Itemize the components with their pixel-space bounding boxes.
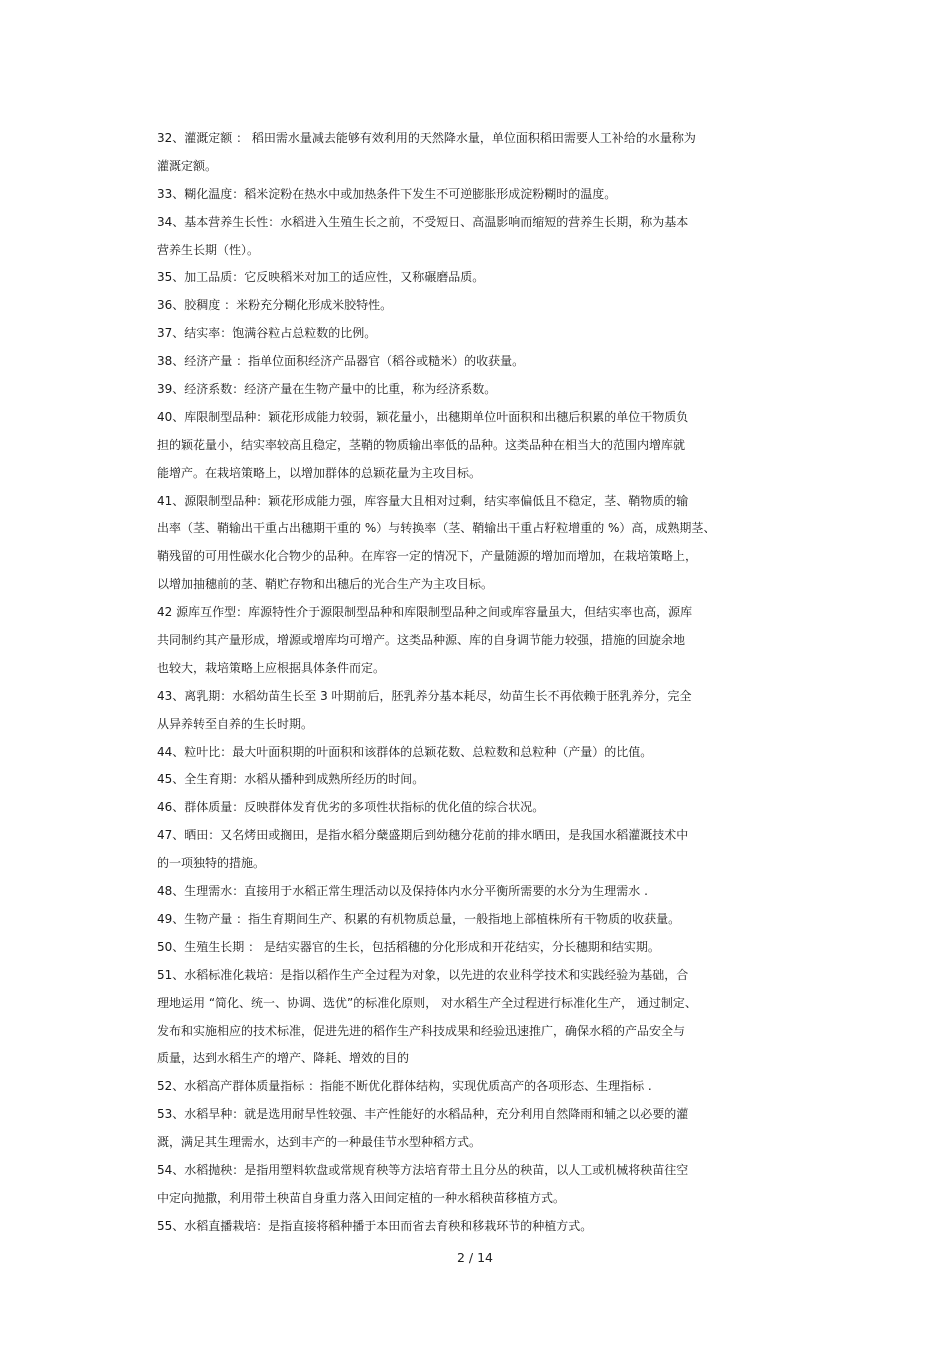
text-line: 发布和实施相应的技术标准，促进先进的稻作生产科技成果和经验迅速推广，确保水稻的产品安全与	[157, 1023, 686, 1038]
text-line: 43、离乳期：水稻幼苗生长至 3 叶期前后，胚乳养分基本耗尽，幼苗生长不再依赖于胚乳养分，完全	[157, 688, 692, 703]
text-line: 45、全生育期：水稻从播种到成熟所经历的时间。	[157, 772, 425, 787]
text-line: 46、群体质量：反映群体发育优劣的多项性状指标的优化值的综合状况。	[157, 800, 545, 815]
text-line: 50、生殖生长期 ： 是结实器官的生长，包括稻穗的分化形成和开花结实，分长穗期和结实期。	[157, 939, 660, 954]
text-line: 营养生长期（性）。	[157, 242, 260, 257]
text-line: 54、水稻抛秧：是指用塑料软盘或常规育秧等方法培育带土且分丛的秧苗，以人工或机械将秧苗往空	[157, 1162, 689, 1177]
text-line: 32、灌溉定额 ： 稻田需水量减去能够有效利用的天然降水量，单位面积稻田需要人工补给的水量称为	[157, 131, 696, 145]
text-line: 的一项独特的措施。	[157, 856, 266, 871]
text-line: 溉，满足其生理需水，达到丰产的一种最佳节水型种稻方式。	[157, 1135, 482, 1150]
text-line: 出率（茎、鞘输出干重占出穗期干重的 %）与转换率（茎、鞘输出干重占籽粒增重的 %）高，成熟期茎、	[157, 521, 716, 536]
text-line: 49、生物产量 ：指生育期间生产、积累的有机物质总量，一般指地上部植株所有干物质的收获量。	[157, 911, 681, 926]
text-line: 40、库限制型品种：颖花形成能力较弱，颖花量小，出穗期单位叶面积和出穗后积累的单位干物质负	[157, 409, 689, 424]
text-line: 53、水稻旱种：就是选用耐旱性较强、丰产性能好的水稻品种，充分利用自然降雨和辅之以必要的灌	[157, 1107, 689, 1122]
text-line: 55、水稻直播栽培：是指直接将稻种播于本田而省去育秧和移栽环节的种植方式。	[157, 1218, 593, 1233]
text-line: 共同制约其产量形成，增源或增库均可增产。这类品种源、库的自身调节能力较强，措施的回旋余地	[157, 633, 686, 648]
text-line: 灌溉定额。	[157, 158, 218, 173]
text-line: 能增产。在栽培策略上，以增加群体的总颖花量为主攻目标。	[157, 465, 482, 480]
text-line: 35、加工品质：它反映稻米对加工的适应性，又称碾磨品质。	[157, 270, 485, 285]
text-line: 33、糊化温度：稻米淀粉在热水中或加热条件下发生不可逆膨胀形成淀粉糊时的温度。	[157, 186, 617, 201]
text-line: 51、水稻标准化栽培：是指以稻作生产全过程为对象，以先进的农业科学技术和实践经验为基础，合	[157, 967, 689, 982]
text-line: 52、水稻高产群体质量指标 ：指能不断优化群体结构，实现优质高产的各项形态、生理指标 .	[157, 1079, 652, 1094]
text-line: 担的颖花量小，结实率较高且稳定，茎鞘的物质输出率低的品种。这类品种在相当大的范围内增库就	[157, 437, 686, 452]
text-line: 42 源库互作型：库源特性介于源限制型品种和库限制型品种之间或库容量虽大，但结实率也高，源库	[157, 605, 693, 620]
page-number: 2 / 14	[456, 1250, 494, 1265]
text-line: 47、晒田：又名烤田或搁田，是指水稻分蘖盛期后到幼穗分花前的排水晒田，是我国水稻灌溉技术中	[157, 828, 689, 843]
text-line: 质量，达到水稻生产的增产、降耗、增效的目的	[157, 1051, 410, 1066]
text-line: 中定向抛撒，利用带土秧苗自身重力落入田间定植的一种水稻秧苗移植方式。	[157, 1190, 566, 1205]
text-line: 37、结实率：饱满谷粒占总粒数的比例。	[157, 326, 377, 341]
text-line: 39、经济系数：经济产量在生物产量中的比重，称为经济系数。	[157, 382, 497, 397]
text-line: 41、源限制型品种：颖花形成能力强，库容量大且相对过剩，结实率偏低且不稳定，茎、鞘物质的输	[157, 493, 689, 508]
text-line: 鞘残留的可用性碳水化合物少的品种。在库容一定的情况下，产量随源的增加而增加，在栽培策略上，	[157, 549, 698, 564]
text-line: 36、胶稠度 ：米粉充分糊化形成米胶特性。	[157, 298, 393, 313]
text-line: 38、经济产量 ：指单位面积经济产品器官（稻谷或糙米）的收获量。	[157, 354, 525, 369]
text-line: 44、粒叶比：最大叶面积期的叶面积和该群体的总颖花数、总粒数和总粒种（产量）的比值。	[157, 744, 653, 759]
text-line: 34、基本营养生长性：水稻进入生殖生长之前，不受短日、高温影响而缩短的营养生长期，称为基本	[157, 214, 689, 229]
text-line: 48、生理需水：直接用于水稻正常生理活动以及保持体内水分平衡所需要的水分为生理需水 .	[157, 884, 648, 899]
text-line: 从异养转至自养的生长时期。	[157, 716, 314, 731]
text-line: 也较大，栽培策略上应根据具体条件而定。	[157, 660, 386, 675]
text-line: 以增加抽穗前的茎、鞘贮存物和出穗后的光合生产为主攻目标。	[157, 577, 494, 592]
glossary-body	[157, 125, 797, 1241]
text-line: 理地运用 “简化、统一、协调、选优”的标准化原则， 对水稻生产全过程进行标准化生产， 通过制定、	[157, 995, 697, 1010]
